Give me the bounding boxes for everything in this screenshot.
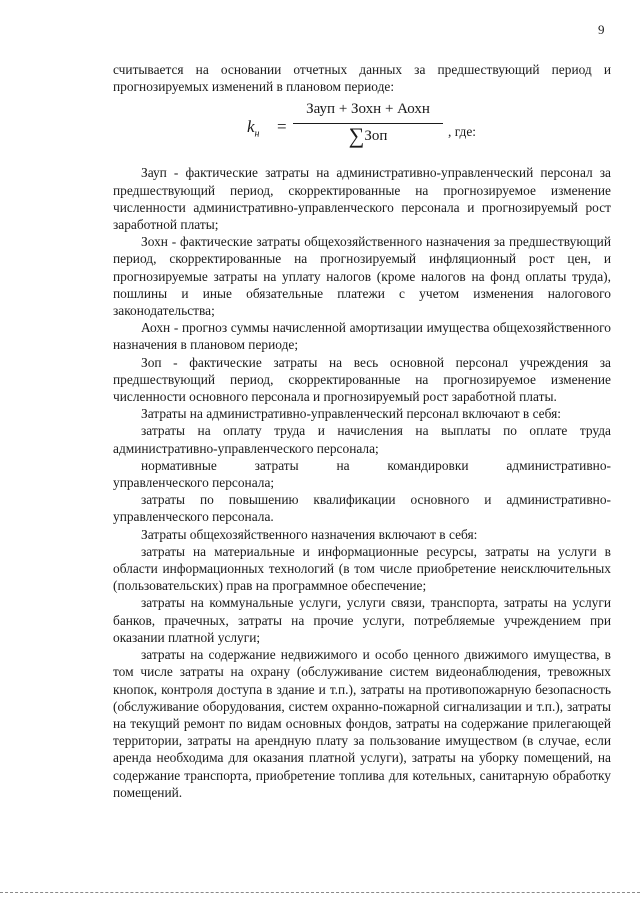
formula-lhs-symbol: k [247,117,255,137]
document-body [113,61,611,801]
admin-item-1: затраты на оплату труда и начисления на выплаты по оплате труда административно-управленческого персонала; [113,423,611,456]
admin-item-2-word: административно- [506,457,611,473]
formula-numerator: Зауп + Зохн + Аохн [306,101,430,118]
formula-equals: = [277,117,287,137]
definition-zaup: Зауп - фактические затраты на административно-управленческий персонал за предшествующий период, скорректированные на прогнозируемое изменение численности административно-управленческого персонала и прогнозируемый рост заработной платы; [113,165,611,233]
definition-zohn: Зохн - фактические затраты общехозяйственного назначения за предшествующий период, скорректированные на прогнозируемый инфляционный рост цен, и прогнозируемые затраты на уплату налогов (кроме налогов на фонд оплаты труда), пошлины и иные обязательные платежи с учетом изменения налогового законодательства; [113,234,611,319]
intro-paragraph: считывается на основании отчетных данных за предшествующий период и прогнозируемых изменений в плановом периоде: [113,62,611,95]
admin-item-3: затраты по повышению квалификации основного и административно-управленческого персонала. [113,492,611,525]
general-item-1: затраты на материальные и информационные ресурсы, затраты на услуги в области информационных технологий (в том числе приобретение неисключительных (пользовательских) прав на программное обеспечение; [113,543,611,594]
formula-lhs-subscript: н [254,128,260,140]
formula-kn [113,99,611,157]
formula-denominator [293,123,443,149]
admin-heading: Затраты на административно-управленческий персонал включают в себя: [141,406,561,422]
footer-rule [0,892,640,893]
admin-item-2-word: командировки [387,457,469,473]
sum-icon: ∑ [348,123,365,149]
formula-lhs [247,118,260,143]
admin-item-2-word: на [336,457,350,473]
general-item-2: затраты на коммунальные услуги, услуги связи, транспорта, затраты на услуги банков, прачечных, затраты на прочие услуги, потребляемые учреждением при оказании платной услуги; [113,595,611,645]
admin-item-2-word: затраты [254,457,299,473]
formula-denominator-text: Зоп [364,128,388,145]
admin-item-2-line [113,457,611,474]
admin-item-2-word: нормативные [141,457,217,473]
definition-zop: Зоп - фактические затраты на весь основной персонал учреждения за предшествующий период, скорректированные на прогнозируемое изменение численности основного персонала и прогнозируемый рост заработной платы. [113,354,611,405]
page-number: 9 [598,22,605,37]
definition-aohn: Аохн - прогноз суммы начисленной амортизации имущества общехозяйственного назначения в плановом периоде; [113,320,611,353]
general-heading: Затраты общехозяйственного назначения включают в себя: [141,526,478,542]
admin-item-2-rest: управленческого персонала; [113,475,275,491]
general-item-3: затраты на содержание недвижимого и особо ценного движимого имущества, в том числе затраты на охрану (обслуживание систем видеонаблюдения, тревожных кнопок, контроля доступа в здание и т.п.), затраты на противопожарную безопасность (обслуживание оборудования, систем охранно-пожарной сигнализации и т.п.), затраты на текущий ремонт по видам основных фондов, затраты на содержание прилегающей территории, затраты на арендную плату за пользование имуществом (в случае, если аренда необходима для оказания платной услуги), затраты на уборку помещений, на содержание транспорта, приобретение топлива для котельных, санитарную обработку помещений. [113,647,611,800]
formula-fraction-bar [293,123,443,124]
formula-tail: , где: [448,124,476,140]
